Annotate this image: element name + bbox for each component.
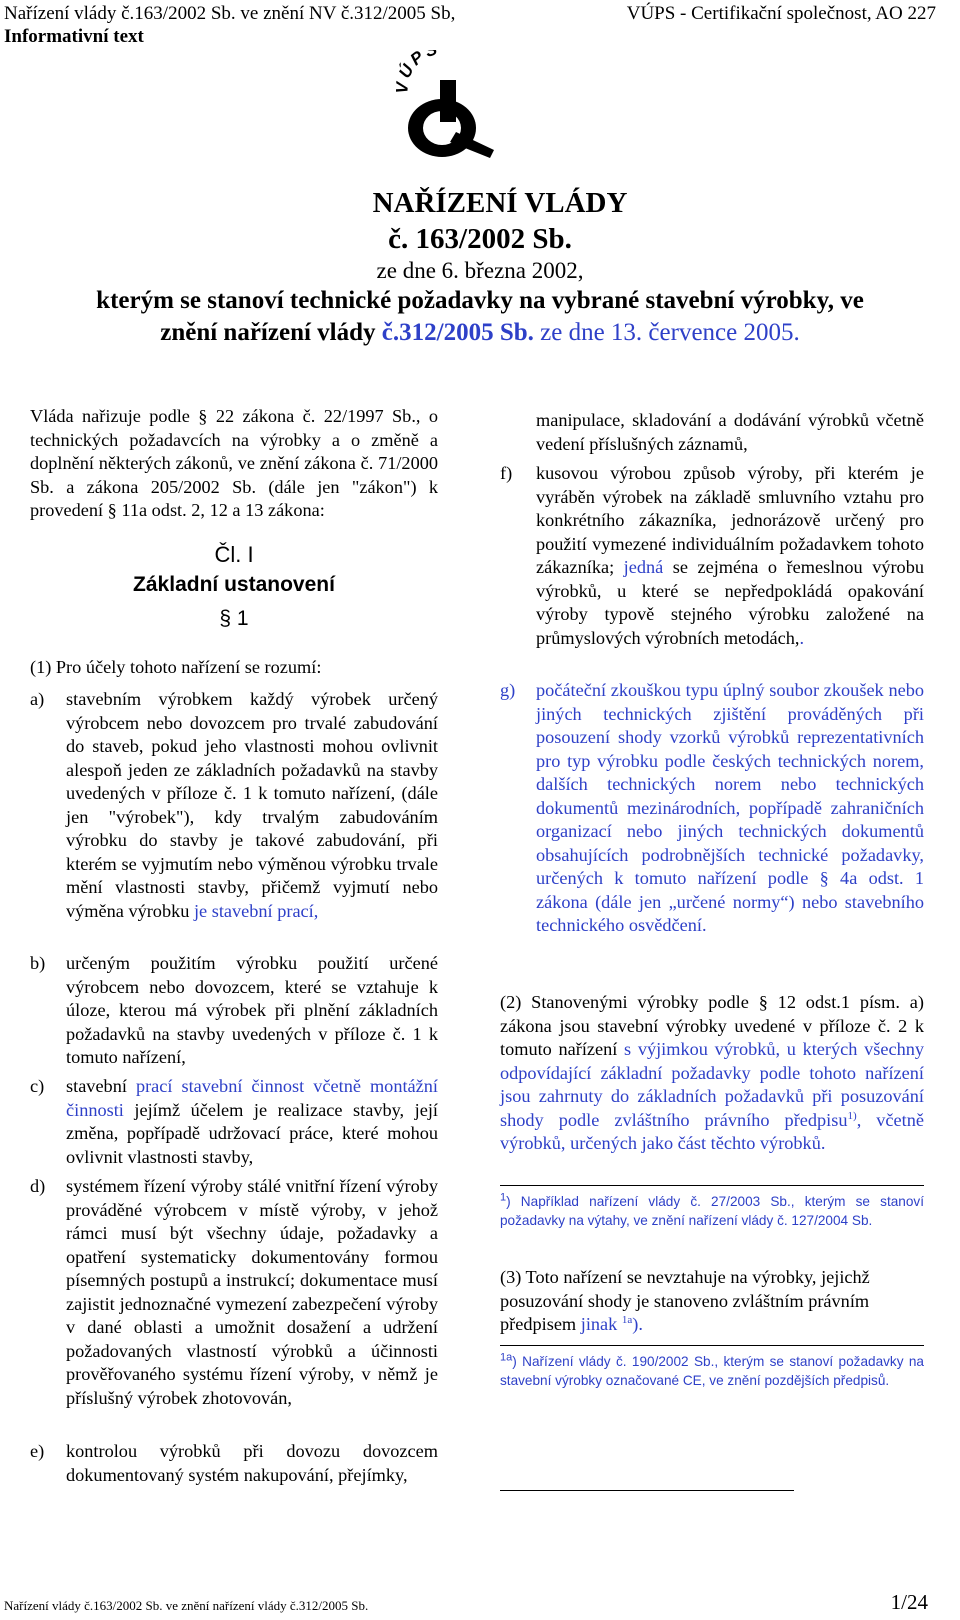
item-c-label: c) <box>30 1076 45 1096</box>
item-a-text: stavebním výrobkem každý výrobek určený výrobcem nebo dovozcem pro trvalé zabudování do staveb, pokud jeho vlastnosti mohou ovlivnit alespoň jeden ze základních požadavků na stavby uvedených v příloze č. 1 k tomuto nařízení, (dále jen "výrobek"), kdy trvalým zabudováním výrobku do stavby je takové zabudování, při kterém se vyjmutím nebo výměnou výrobku trvale mění vlastnosti stavby, přičemž vyjmutí nebo výměna výrobku <box>66 689 438 921</box>
paragraph-2-amended: s výjimkou výrobků, u kterých všechny odpovídající základní požadavky podle tohoto nařízení jsou zahrnuty do základních požadavků při posuzování shody podle zvláštního právního předpisu <box>500 1039 924 1130</box>
footnote-1-text: ) Například nařízení vlády č. 27/2003 Sb., kterým se stanoví požadavky na výtahy, ve znění nařízení vlády č. 127/2004 Sb. <box>500 1194 924 1228</box>
paragraph-2 <box>500 991 924 1156</box>
column-end-divider <box>500 1490 794 1491</box>
item-b-label: b) <box>30 953 46 973</box>
header-subtitle: Informativní text <box>4 26 144 47</box>
paragraph-3-close: ). <box>632 1314 643 1334</box>
item-f-label: f) <box>500 463 513 483</box>
item-b-text: určeným použitím výrobku použití určené výrobcem nebo dovozcem, které se vztahuje k úloze, kterou má výrobek při plnění základních požadavků na stavby uvedených v příloze č. 1 k tomuto nařízení, <box>66 953 438 1067</box>
item-f-text-1: kusovou výrobou způsob výroby, při kterém je vyráběn výrobek na základě smluvního vztahu pro konkrétního zákazníka, jednorázově určený pro použití vymezené individuálním požadavkem tohoto zákazníka; <box>536 463 924 577</box>
paragraph-1-intro: (1) Pro účely tohoto nařízení se rozumí: <box>30 657 322 677</box>
paragraph-2-text: (2) Stanovenými výrobky podle § 12 odst.1 písm. a) zákona jsou stavební výrobky uvedené v příloze č. 2 k tomuto nařízení <box>500 992 924 1059</box>
item-c-amended: prací stavební činnost včetně montážní činnosti <box>66 1076 438 1120</box>
footnote-2-text: ) Nařízení vlády č. 190/2002 Sb., kterým se stanoví požadavky na stavební výrobky označované CE, ve znění pozdějších předpisů. <box>500 1354 924 1388</box>
paragraph-3-amended: jinak <box>580 1314 618 1334</box>
item-f-amended: jedná <box>623 557 664 577</box>
logo-text: ÚP <box>396 50 430 82</box>
paragraph-2-amended-2: , včetně výrobků, určených jako část těchto výrobků. <box>500 1109 924 1153</box>
intro-paragraph: Vláda nařizuje podle § 22 zákona č. 22/1997 Sb., o technických požadavcích na výrobky a o změně a doplnění některých zákonů, ve znění zákona č. 71/2000 Sb. a zákona 205/2002 Sb. (dále jen "zákon") k provedení § 11a odst. 2, 12 a 13 zákona: <box>30 406 438 520</box>
paragraph-3-footnote-ref: 1a <box>621 1313 633 1326</box>
footnote-1 <box>500 1192 924 1230</box>
page-number: 1/24 <box>890 1590 928 1614</box>
article-title: Základní ustanovení <box>133 573 335 596</box>
svg-text:VÚPS <box>396 50 442 94</box>
item-c-text-1: stavební <box>66 1076 136 1096</box>
title-line-5 <box>0 317 960 349</box>
header-right: VÚPS - Certifikační společnost, AO 227 <box>626 3 936 24</box>
footnote-2-mark: 1a <box>500 1351 513 1364</box>
footnote-2-divider <box>500 1345 924 1346</box>
title-line-5-b: č.312/2005 Sb. <box>381 319 534 346</box>
footer-left: Nařízení vlády č.163/2002 Sb. ve znění nařízení vlády č.312/2005 Sb. <box>4 1598 369 1613</box>
title-line-5-a: znění nařízení vlády <box>160 319 382 346</box>
item-a-label: a) <box>30 689 45 709</box>
title-line-5-c: ze dne 13. července 2005. <box>533 319 800 346</box>
vups-logo <box>396 50 500 160</box>
item-e-label: e) <box>30 1441 45 1461</box>
item-f-text-2: se zejména o řemeslnou výrobu výrobků, u které se nepředpokládá opakování výroby typově stejného výrobku založené na průmyslových výrobních metodách, <box>536 557 924 648</box>
footnote-1-mark: 1 <box>500 1191 507 1204</box>
item-d-text: systémem řízení výroby stálé vnitřní řízení výroby prováděné výrobcem v místě výroby, v jehož rámci musí být všechny údaje, požadavky a opatření systematicky dokumentovány formou písemných postupů a instrukcí; dokumentace musí zajistit jednoznačné vymezení zabezpečení výroby v dané oblasti a umožnit dosažení a udržení požadovaných vlastností výrobků a účinnosti prověřovaného systému řízení výroby, v němž je příslušný výrobek zhotovován, <box>66 1176 438 1408</box>
item-d-label: d) <box>30 1176 46 1196</box>
paragraph-number: § 1 <box>219 607 249 630</box>
title-line-1: NAŘÍZENÍ VLÁDY <box>372 187 628 219</box>
header-left: Nařízení vlády č.163/2002 Sb. ve znění NV č.312/2005 Sb, <box>4 3 456 24</box>
item-g-label: g) <box>500 680 516 700</box>
item-f-mark: . <box>799 627 805 648</box>
title-line-3: ze dne 6. března 2002, <box>376 258 584 283</box>
item-c-text-2: jejímž účelem je realizace stavby, její změna, popřípadě udržovací práce, které mohou ovlivnit vlastnosti stavby, <box>66 1099 438 1167</box>
title-line-2: č. 163/2002 Sb. <box>388 223 572 255</box>
item-a-amended: je stavební prací, <box>193 900 319 921</box>
footnote-1-divider <box>500 1185 924 1186</box>
item-g-text: počáteční zkouškou typu úplný soubor zkoušek nebo jiných technických zjištění prováděných při posouzení shody vzorků výrobků reprezentativních pro typ výrobku podle českých technických norem, dalších technických norem nebo technických dokumentů mezinárodních, popřípadě zahraničních organizací nebo jiných technických dokumentů obsahujících podrobnějších technické požadavky, určených k tomuto nařízení podle § 4a odst. 1 zákona (dále jen „určené normy“) nebo stavebního technického osvědčení. <box>536 680 924 935</box>
item-e-text: kontrolou výrobků při dovozu dovozcem dokumentovaný systém nakupování, přejímky, <box>66 1441 438 1485</box>
title-line-4: kterým se stanoví technické požadavky na vybrané stavební výrobky, ve <box>96 287 864 314</box>
article-number: Čl. I <box>214 542 254 567</box>
paragraph-2-footnote-ref: 1) <box>847 1109 857 1122</box>
footnote-2 <box>500 1352 924 1390</box>
paragraph-3-text: (3) Toto nařízení se nevztahuje na výrobky, jejichž posuzování shody je stanoveno zvláštním právním předpisem <box>500 1267 870 1334</box>
paragraph-3 <box>500 1266 924 1337</box>
item-e-continuation: manipulace, skladování a dodávání výrobků včetně vedení příslušných záznamů, <box>536 410 924 454</box>
